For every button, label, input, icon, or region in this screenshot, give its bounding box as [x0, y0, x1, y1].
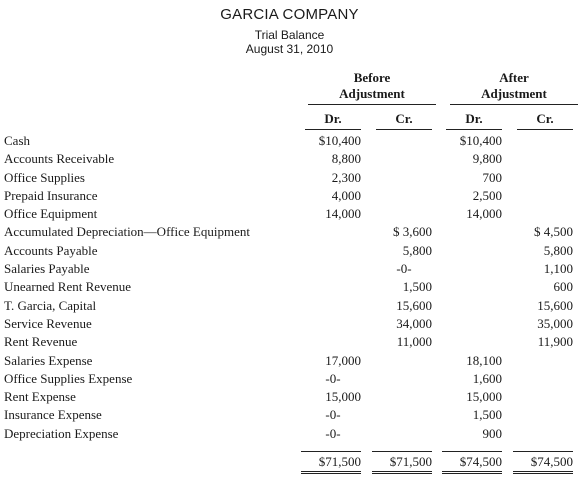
after-debit-cell: 700 [482, 169, 502, 185]
table-row [0, 370, 579, 388]
account-name: Salaries Payable [4, 261, 90, 277]
after-debit-cell: 900 [482, 425, 502, 441]
before-debit-cell: 4,000 [331, 187, 361, 203]
account-name: Rent Expense [4, 389, 76, 405]
after-debit-cell: 18,100 [466, 352, 502, 368]
before-debit-cell: 14,000 [325, 206, 361, 222]
after-debit-cell: $10,400 [459, 133, 502, 148]
account-name: Office Supplies Expense [4, 370, 133, 386]
table-row [0, 150, 579, 168]
total-after-debit: $74,500 [442, 451, 502, 474]
table-row [0, 132, 579, 150]
table-row [0, 406, 579, 424]
before-credit-cell: 11,000 [396, 334, 432, 350]
after-heading-line1: After [499, 70, 529, 85]
account-name: Accumulated Depreciation—Office Equipment [4, 224, 250, 240]
before-adjustment-heading [308, 70, 436, 105]
after-debit-cell: 14,000 [466, 206, 502, 222]
account-name: Prepaid Insurance [4, 187, 98, 203]
after-credit-header: Cr. [517, 111, 573, 130]
trial-balance-rows [0, 132, 579, 443]
account-name: Depreciation Expense [4, 425, 119, 441]
after-debit-cell: 1,600 [472, 370, 502, 386]
table-row [0, 315, 579, 333]
before-debit-cell: $10,400 [318, 133, 361, 148]
table-row [0, 205, 579, 223]
report-date: August 31, 2010 [245, 42, 334, 56]
table-row [0, 242, 579, 260]
report-title: Trial Balance [254, 28, 325, 42]
after-adjustment-heading [450, 70, 578, 105]
table-row [0, 278, 579, 296]
total-after-credit: $74,500 [513, 451, 573, 474]
table-row [0, 333, 579, 351]
table-row [0, 297, 579, 315]
before-credit-cell: $ 3,600 [393, 224, 432, 240]
totals-row [0, 451, 579, 473]
account-name: Service Revenue [4, 315, 92, 331]
account-name: Unearned Rent Revenue [4, 279, 132, 295]
company-name: GARCIA COMPANY [220, 6, 359, 23]
after-debit-cell: 15,000 [466, 389, 502, 405]
before-debit-cell: 2,300 [331, 169, 361, 185]
account-name: Accounts Payable [4, 242, 98, 258]
account-name: Office Supplies [4, 169, 85, 185]
before-credit-cell: 1,500 [402, 279, 432, 295]
after-debit-cell: 9,800 [472, 151, 502, 167]
before-credit-cell: 15,600 [396, 297, 432, 313]
account-name: T. Garcia, Capital [4, 297, 97, 313]
after-credit-cell: $ 4,500 [534, 224, 573, 240]
account-name: Insurance Expense [4, 407, 102, 423]
before-credit-cell: 34,000 [396, 315, 432, 331]
before-debit-cell: 8,800 [331, 151, 361, 167]
after-credit-cell: 11,900 [537, 334, 573, 350]
before-debit-cell: -0- [325, 425, 341, 441]
table-row [0, 169, 579, 187]
table-row [0, 388, 579, 406]
before-credit-cell: 5,800 [402, 242, 432, 258]
before-credit-cell: -0- [396, 261, 412, 277]
account-name: Salaries Expense [4, 352, 93, 368]
before-heading-line2: Adjustment [308, 86, 436, 105]
table-row [0, 425, 579, 443]
table-row [0, 187, 579, 205]
before-debit-header: Dr. [305, 111, 361, 130]
table-row [0, 352, 579, 370]
before-debit-cell: -0- [325, 407, 341, 423]
table-row [0, 223, 579, 241]
total-before-debit: $71,500 [301, 451, 361, 474]
before-heading-line1: Before [353, 70, 391, 85]
after-credit-cell: 15,600 [537, 297, 573, 313]
account-name: Cash [4, 133, 30, 148]
after-credit-cell: 5,800 [543, 242, 573, 258]
account-name: Rent Revenue [4, 334, 78, 350]
after-credit-cell: 35,000 [537, 315, 573, 331]
account-name: Office Equipment [4, 206, 98, 222]
after-debit-header: Dr. [446, 111, 502, 130]
account-name: Accounts Receivable [4, 151, 115, 167]
after-credit-cell: 600 [553, 279, 573, 295]
before-credit-header: Cr. [376, 111, 432, 130]
after-debit-cell: 2,500 [472, 187, 502, 203]
before-debit-cell: 17,000 [325, 352, 361, 368]
before-debit-cell: 15,000 [325, 389, 361, 405]
table-row [0, 260, 579, 278]
total-before-credit: $71,500 [372, 451, 432, 474]
before-debit-cell: -0- [325, 370, 341, 386]
after-heading-line2: Adjustment [450, 86, 578, 105]
after-credit-cell: 1,100 [543, 261, 573, 277]
after-debit-cell: 1,500 [472, 407, 502, 423]
